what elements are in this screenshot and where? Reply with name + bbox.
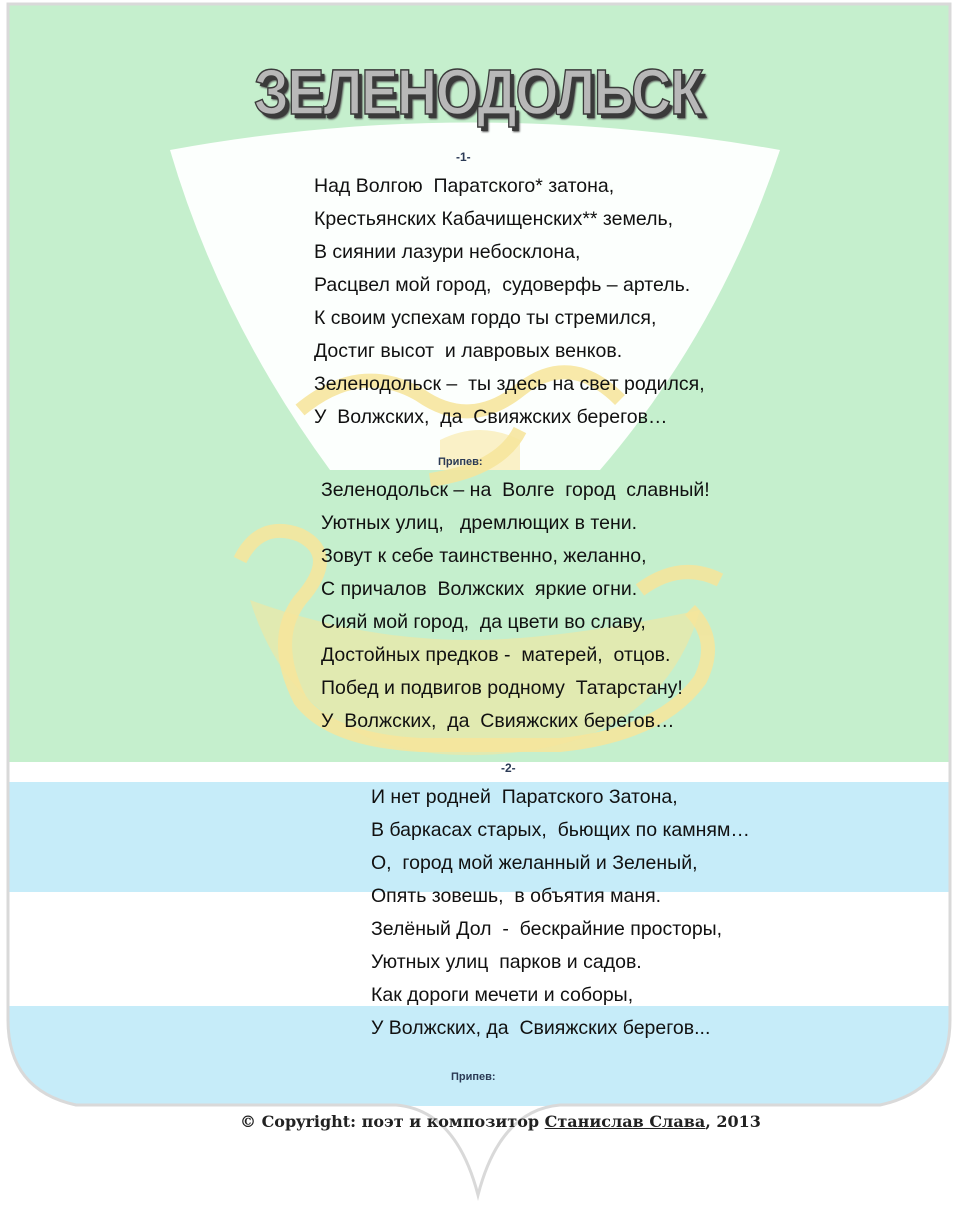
chorus-line: Побед и подвигов родному Татарстану! [321, 677, 683, 699]
blue-stripe-1 [0, 762, 955, 782]
verse-1-line: Зеленодольск – ты здесь на свет родился, [314, 373, 705, 395]
copyright-line [240, 1112, 761, 1131]
verse-1-line: В сиянии лазури небосклона, [314, 241, 581, 263]
chorus-label: Припев: [438, 456, 483, 468]
page-title: ЗЕЛЕНОДОЛЬСК [254, 56, 703, 128]
copyright-prefix: © Copyright: поэт и композитор [240, 1112, 545, 1131]
verse-1-line: Крестьянских Кабачищенских** земель, [314, 208, 674, 230]
chorus-line: Зовут к себе таинственно, желанно, [321, 545, 647, 567]
chorus-line: Достойных предков - матерей, отцов. [321, 644, 671, 666]
verse-2-line: Уютных улиц парков и садов. [371, 951, 642, 973]
verse-2-line: О, город мой желанный и Зеленый, [371, 852, 698, 874]
chorus-line: С причалов Волжских яркие огни. [321, 578, 638, 600]
verse-1 [314, 170, 705, 434]
verse-2-line: У Волжских, да Свияжских берегов... [371, 1017, 711, 1039]
verse-2-line: Как дороги мечети и соборы, [371, 984, 634, 1006]
verse-1-line: К своим успехам гордо ты стремился, [314, 307, 657, 329]
verse-2 [371, 781, 750, 1045]
chorus-line: Уютных улиц, дремлющих в тени. [321, 512, 638, 534]
chorus-line: Зеленодольск – на Волге город славный! [321, 479, 710, 501]
chorus-label-2: Припев: [451, 1071, 496, 1083]
verse-1-line: У Волжских, да Свияжских берегов… [314, 406, 668, 428]
author-link[interactable]: Станислав Слава [544, 1112, 706, 1131]
verse-1-line: Над Волгою Паратского* затона, [314, 175, 615, 197]
verse-2-number: -2- [501, 761, 516, 775]
chorus [321, 474, 710, 738]
chorus-line: Сияй мой город, да цвети во славу, [321, 611, 646, 633]
verse-2-line: В баркасах старых, бьющих по камням… [371, 819, 750, 841]
verse-1-number: -1- [456, 150, 471, 164]
verse-2-line: И нет родней Паратского Затона, [371, 786, 678, 808]
verse-1-line: Расцвел мой город, судоверфь – артель. [314, 274, 691, 296]
verse-2-line: Зелёный Дол - бескрайние просторы, [371, 918, 723, 940]
verse-1-line: Достиг высот и лавровых венков. [314, 340, 623, 362]
chorus-line: У Волжских, да Свияжских берегов… [321, 710, 675, 732]
copyright-suffix: , 2013 [705, 1112, 761, 1131]
verse-2-line: Опять зовешь, в объятия маня. [371, 885, 662, 907]
